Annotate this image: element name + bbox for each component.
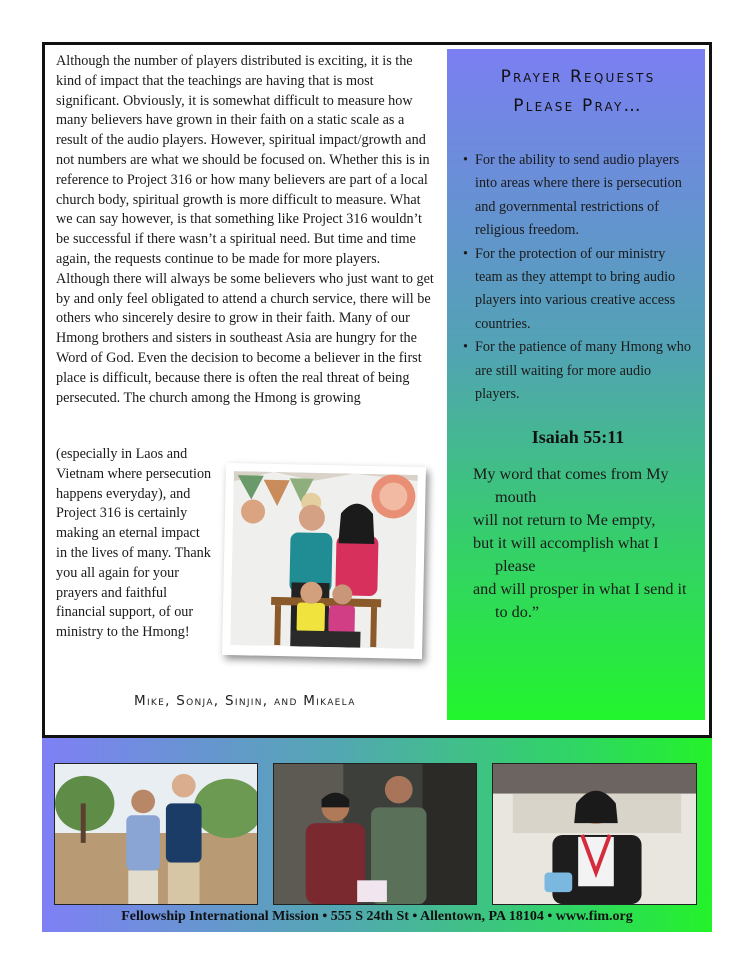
verse-line: but it will accomplish what I please — [473, 534, 659, 576]
verse-text — [463, 463, 693, 623]
prayer-title — [463, 63, 693, 121]
family-photo-image — [230, 471, 418, 649]
footer-photo-outdoors — [54, 763, 258, 905]
article-paragraph-main: Although the number of players distributed is exciting, it is the kind of impact that the teachings are having that is most significant. Obviously, it is somewhat difficult to measure how many believers have grown in their faith on a static scale as a result of the audio players. However, spiritual impact/growth and not numbers are what we should be focused on. Whether this is in reference to Project 316 or how many believers are part of a local church body, spiritual growth is more difficult to measure. What we can say however, is that something like Project 316 wouldn’t be successful if there wasn’t a spiritual need. But time and time again, the requests continue to be made for more players. Although there will always be some believers who just want to get by and only feel obligated to attend a church service, there will be others who sincerely desire to grow in their faith. Many of our Hmong brothers and sisters in southeast Asia are hungry for the Word of God. Even the decision to become a believer in the first place is difficult, because there is often the real threat of being persecuted. The church among the Hmong is growing — [56, 53, 434, 406]
prayer-item-text: For the ability to send audio players into areas where there is persecution and governmental restrictions of religious freedom. — [475, 152, 682, 239]
signature: Mike, Sonja, Sinjin, and Mikaela — [134, 693, 356, 709]
footer-photo-couple — [273, 763, 477, 905]
footer-photo-woman — [492, 763, 697, 905]
bullet-icon: • — [463, 245, 468, 262]
prayer-item — [463, 243, 693, 337]
bullet-icon: • — [463, 339, 468, 356]
article-paragraph-continued: (especially in Laos and Vietnam where persecution happens everyday), and Project 316 is certainly making an eternal impact in the lives of many. Thank you all again for your prayers and faithful financial support, of our ministry to the Hmong! — [56, 446, 212, 641]
prayer-item — [463, 336, 693, 406]
footer-address: Fellowship International Mission • 555 S 24th St • Allentown, PA 18104 • www.fim.org — [121, 909, 633, 924]
prayer-requests-box — [447, 49, 705, 720]
verse-reference: Isaiah 55:11 — [531, 427, 625, 448]
verse-line: will not return to Me empty, — [473, 511, 656, 530]
footer-photo-woman-image — [493, 764, 696, 904]
prayer-list — [463, 149, 693, 406]
prayer-item-text: For the patience of many Hmong who are still waiting for more audio players. — [475, 339, 691, 403]
verse-line: My word that comes from My mouth — [473, 465, 669, 507]
prayer-title-line1: Prayer Requests — [500, 67, 656, 87]
verse-line: and will prosper in what I send it to do.” — [473, 580, 687, 621]
footer-photo-outdoors-image — [55, 764, 257, 904]
prayer-item-text: For the protection of our ministry team as they attempt to bring audio players into various creative access countries. — [475, 245, 676, 332]
bullet-icon: • — [463, 152, 468, 168]
prayer-item — [463, 149, 693, 243]
prayer-title-line2: Please Pray… — [513, 96, 643, 116]
article — [56, 52, 434, 641]
footer-photo-couple-image — [274, 764, 476, 904]
family-photo — [222, 463, 426, 659]
